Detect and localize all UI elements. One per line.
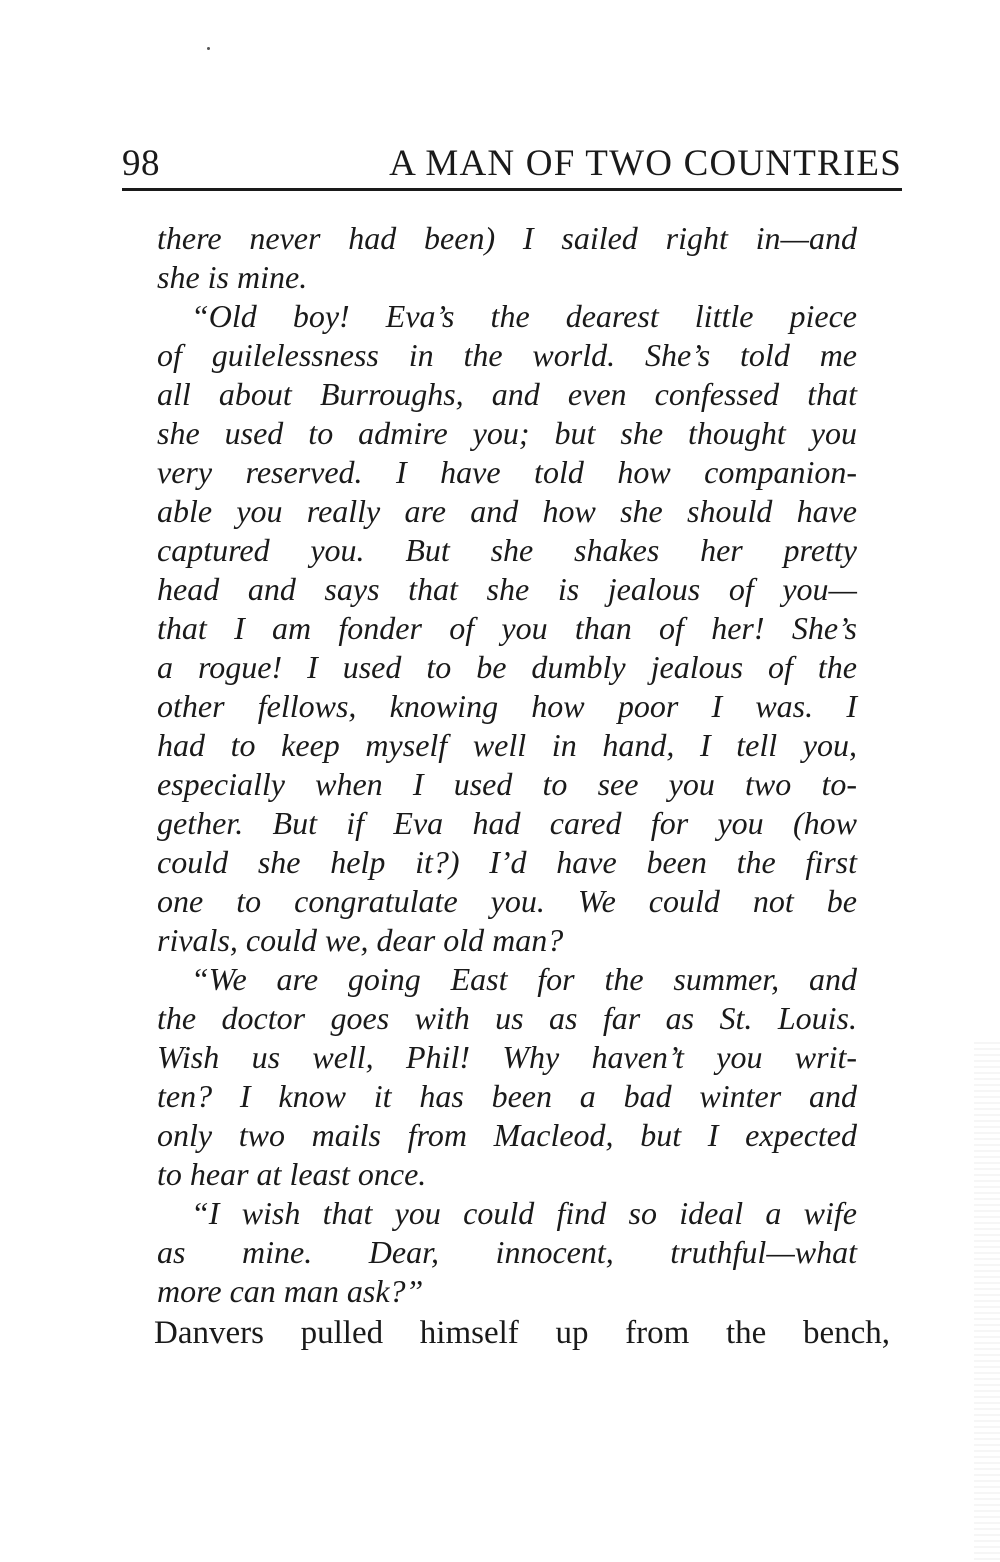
letter-text [157, 219, 857, 1311]
text-line: “Old boy! Eva’s the dearest little piece [191, 298, 857, 334]
text-line: the doctor goes with us as far as St. Louis. [157, 1000, 857, 1036]
text-line: that I am fonder of you than of her! She’s [157, 610, 857, 646]
text-line: “I wish that you could find so ideal a wife [191, 1195, 857, 1231]
text-line: had to keep myself well in hand, I tell you, [157, 727, 857, 763]
scan-edge-noise [974, 1040, 1000, 1560]
text-line: she used to admire you; but she thought you [157, 415, 857, 451]
running-title: A MAN OF TWO COUNTRIES [389, 143, 902, 184]
text-line: as mine. Dear, innocent, truthful—what [157, 1234, 857, 1270]
header-rule [122, 188, 902, 191]
text-line: there never had been) I sailed right in—and [157, 220, 857, 256]
text-line: head and says that she is jealous of you— [157, 571, 857, 607]
text-line: she is mine. [157, 259, 308, 295]
text-line: a rogue! I used to be dumbly jealous of the [157, 649, 857, 685]
text-line: only two mails from Macleod, but I expected [157, 1117, 857, 1153]
print-speck [207, 47, 210, 50]
text-line: one to congratulate you. We could not be [157, 883, 857, 919]
text-line: especially when I used to see you two to- [157, 766, 857, 802]
text-line: all about Burroughs, and even confessed that [157, 376, 857, 412]
text-line: “We are going East for the summer, and [191, 961, 857, 997]
text-line: to hear at least once. [157, 1156, 427, 1192]
text-line: of guilelessness in the world. She’s told me [157, 337, 857, 373]
text-line: rivals, could we, dear old man? [157, 922, 564, 958]
text-line: captured you. But she shakes her pretty [157, 532, 857, 568]
text-line: able you really are and how she should have [157, 493, 857, 529]
text-line: Wish us well, Phil! Why haven’t you writ- [157, 1039, 857, 1075]
text-line: could she help it?) I’d have been the first [157, 844, 857, 880]
text-line: very reserved. I have told how companion- [157, 454, 857, 490]
page-header [122, 136, 902, 192]
text-line: other fellows, knowing how poor I was. I [157, 688, 857, 724]
text-line: more can man ask?” [157, 1273, 424, 1309]
narrative-line: Danvers pulled himself up from the bench, [154, 1315, 890, 1351]
text-line: gether. But if Eva had cared for you (how [157, 805, 857, 841]
page-number: 98 [122, 143, 160, 184]
text-line: ten? I know it has been a bad winter and [157, 1078, 857, 1114]
